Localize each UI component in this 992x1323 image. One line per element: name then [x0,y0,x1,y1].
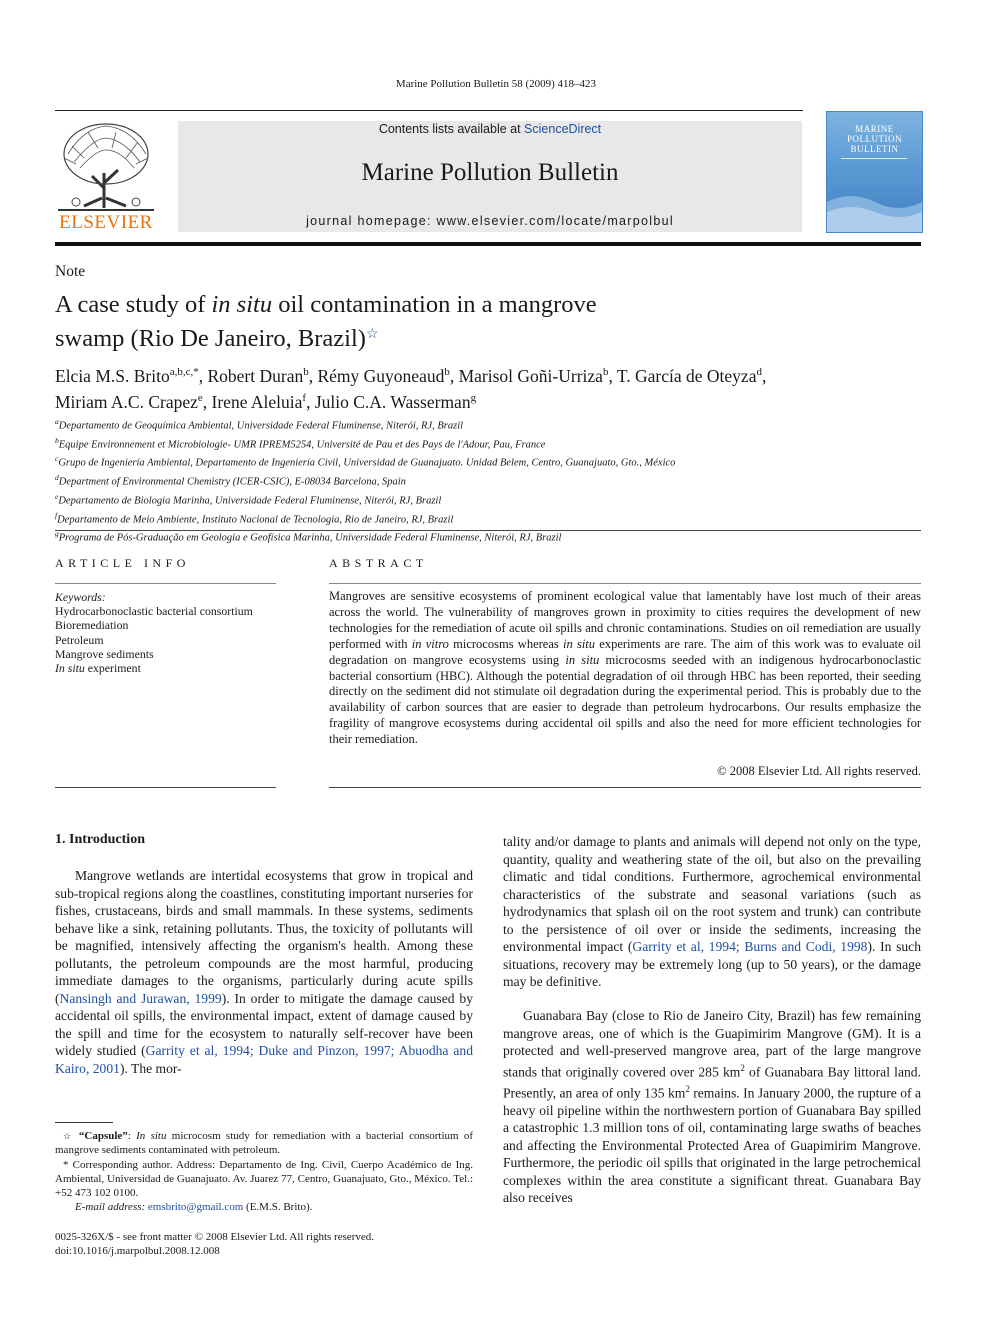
author[interactable]: Irene Aleluia$^f$, [211,391,315,412]
header-thick-rule [55,242,921,246]
article-type: Note [55,263,86,280]
issn-line: 0025-326X/$ - see front matter © 2008 Elsevier Ltd. All rights reserved. [55,1231,375,1243]
citation-link[interactable]: Garrity et al, 1994; Burns and Codi, 1998 [632,939,868,954]
article-info-rule [55,583,276,584]
body-paragraph: tality and/or damage to plants and animals will depend not only on the type, quantity, quality and weathering state of the oil, but also on the prevailing climatic and tidal conditions. Furthermore, agrochemical environmental characteristics of the substrate and seasonal variations (such as hydrodynamics that splash oil on the root system and trunk) can contribute to the persistence of oil over or inside the sediments, increasing the environmental impact (Garrity et al, 1994; Burns and Codi, 1998). In such situations, recovery may be extremely long (up to 50 years), or the damage may be definitive. [503,834,921,989]
title-line-1: A case study of in situ oil contamination in a mangrove [55,291,597,318]
author[interactable]: Elcia M.S. Brito$^{a,b,c,*}$, [55,365,208,386]
header-top-rule [55,110,803,111]
article-title [55,290,597,354]
doi-line[interactable]: doi:10.1016/j.marpolbul.2008.12.008 [55,1245,220,1257]
sciencedirect-link[interactable]: ScienceDirect [524,122,602,136]
affiliations-rule [55,530,921,531]
affiliation: $^f$Departamento de Meio Ambiente, Instituto Nacional de Tecnologia, Rio de Janeiro, RJ, Brazil [55,510,454,526]
cover-title-line: BULLETIN [850,144,899,154]
keyword: Bioremediation [55,618,129,633]
footnote-star: ☆ [63,1131,74,1141]
title-line-2: swamp (Rio De Janeiro, Brazil)☆ [55,325,379,352]
journal-header-banner [178,121,802,232]
footnote-corresponding: * Corresponding author. Address: Departamento de Ing. Civil, Cuerpo Académico de Ing. Ambiental, Universidad de Guanajuato. Av. Juarez 77, Centro, Guanajuato, Gto., México. Tel.: +52 473 102 0100. [55,1159,474,1200]
affiliations [55,415,921,546]
elsevier-logo[interactable] [54,118,158,234]
abstract-heading: ABSTRACT [329,556,428,570]
abstract-bottom-rule [329,787,921,788]
intro-heading: 1. Introduction [55,832,145,847]
footnote-email: E-mail address: emsbrito@gmail.com (E.M.S. Brito). [75,1201,313,1213]
cover-title-line: MARINE [855,124,894,134]
author[interactable]: T. García de Oteyza$^d$, [616,365,767,386]
author[interactable]: Julio C.A. Wasserman$^g$ [314,391,477,412]
citation-link[interactable]: Nansingh and Jurawan, 1999 [59,990,222,1006]
journal-cover[interactable] [826,111,923,233]
cover-title [827,124,922,154]
article-info-bottom-rule [55,787,276,788]
citation-link[interactable]: Garrity et al, 1994; Duke and Pinzon, 1997; Abuodha and Kairo, 2001 [55,1043,473,1076]
affiliation: $^b$Equipe Environnement et Microbiologie- UMR IPREM5254, Université de Pau et des Pays de l'Adour, Pau, France [55,435,546,451]
cover-wave-icon [827,172,922,232]
contents-availability [178,121,802,137]
footnote-rule [55,1122,113,1123]
keywords-label: Keywords: [55,590,106,604]
abstract-copyright: © 2008 Elsevier Ltd. All rights reserved. [717,764,921,778]
author[interactable]: Marisol Goñi-Urriza$^b$, [458,365,617,386]
authors-line-2 [55,387,766,413]
cover-rule [841,158,907,159]
affiliation: $^e$Departamento de Biologia Marinha, Universidade Federal Fluminense, Niterói, RJ, Brazil [55,491,442,507]
author[interactable]: Miriam A.C. Crapez$^e$, [55,391,212,412]
affiliation: $^a$Departamento de Geoquímica Ambiental, Universidade Federal Fluminense, Niterói, RJ, Brazil [55,417,464,432]
contents-prefix: Contents lists available at [378,122,525,136]
email-link[interactable]: emsbrito@gmail.com [147,1201,244,1213]
journal-homepage[interactable]: journal homepage: www.elsevier.com/locate/marpolbul [306,214,674,228]
affiliation: $^g$Programa de Pós-Graduação em Geologia e Geofísica Marinha, Universidade Federal Fluminense, Niterói, RJ, Brazil [55,529,562,544]
keyword: Hydrocarbonoclastic bacterial consortium [55,604,253,619]
elsevier-tree-icon [54,118,158,214]
keywords-block [55,590,276,675]
article-info-heading: ARTICLE INFO [55,556,190,570]
affiliation: $^d$Department of Environmental Chemistry (ICER-CSIC), E-08034 Barcelona, Spain [55,473,406,488]
elsevier-wordmark: ELSEVIER [59,212,153,233]
keyword: Petroleum [55,632,104,647]
author[interactable]: Rémy Guyoneaud$^b$, [317,365,459,386]
journal-title: Marine Pollution Bulletin [361,159,619,186]
footnote-capsule: ☆ “Capsule”: In situ microcosm study for remediation with a bacterial consortium of mangrove sediments contaminated with petroleum. [55,1130,474,1157]
keyword: In situ experiment [55,661,141,676]
journal-citation: Marine Pollution Bulletin 58 (2009) 418–423 [395,78,597,90]
authors-line-1 [55,361,766,387]
abstract-rule [329,583,921,584]
cover-title-line: POLLUTION [847,134,902,144]
abstract-text: Mangroves are sensitive ecosystems of prominent ecological value that lamentably have lost much of their areas across the world. The vulnerability of mangroves grown in proximity to cities requires the development of new technologies for the remediation of acute oil spills and chronic contaminations. Studies on oil remediation are usually performed with in vitro microcosms whereas in situ experiments are rare. The aim of this work was to evaluate oil degradation on mangrove ecosystems using in situ microcosms seeded with an indigenous hydrocarbonoclastic bacterial consortium (HBC). Although the potential degradation of oil through HBC has been reported, their seeding directly on the sediment did not stimulate oil degradation during the experimental period. This is probably due to the availability of carbon sources that are easier to degrade than petroleum hydrocarbons. Our results emphasize the fragility of mangrove ecosystems during accidental oil spills and also the need for more efficient technologies for their remediation. [329,589,921,747]
author[interactable]: Robert Duran$^b$, [207,365,318,386]
intro-paragraph: Mangrove wetlands are intertidal ecosystems that grow in tropical and sub-tropical regions along the coastlines, constituting important nurseries for fishes, crustaceans, birds and small mammals. In these systems, sediments behave like a sink, retaining pollutants. Thus, the toxicity of pollutants will be magnified, intensively affecting the organism's health. Among these pollutants, the petroleum compounds are the most harmful, producing immediate damages to the organisms, particularly during acute spills (Nansingh and Jurawan, 1999). In order to mitigate the damage caused by accidental oil spills, the environmental impact, extent of damage caused by the spill and time for the ecosystem to naturally self-recover have been widely studied (Garrity et al, 1994; Duke and Pinzon, 1997; Abuodha and Kairo, 2001). The mor- [55,868,473,1076]
affiliation: $^c$Grupo de Ingeniería Ambiental, Departamento de Ingeniería Civil, Universidad de Guanajuato. Unidad Belem, Centro, Guanajuato, Gto., México [55,454,676,469]
title-footnote-star[interactable]: ☆ [365,327,379,342]
author-list [55,361,766,413]
body-paragraph: Guanabara Bay (close to Rio de Janeiro City, Brazil) has few remaining mangrove areas, one of which is the Guapimirim Mangrove (GM). It is a protected and well-preserved mangrove area, part of the large mangrove stands that originally covered over 285 $km^2$ of Guanabara Bay littoral land. Presently, an area of only 135 $km^2$ remains. In January 2000, the rupture of a heavy oil pipeline within the northwestern portion of Guanabara Bay spilled a catastrophic 1.3 million tons of oil, contaminating large swaths of beaches and affecting the Environmental Protected Area of Guapimirim Mangrove. Furthermore, the periodic oil spills that originated in the large petrochemical complexes within the area constitute a significant threat. Guanabara Bay also receives [503,1008,921,1206]
keyword: Mangrove sediments [55,646,154,661]
